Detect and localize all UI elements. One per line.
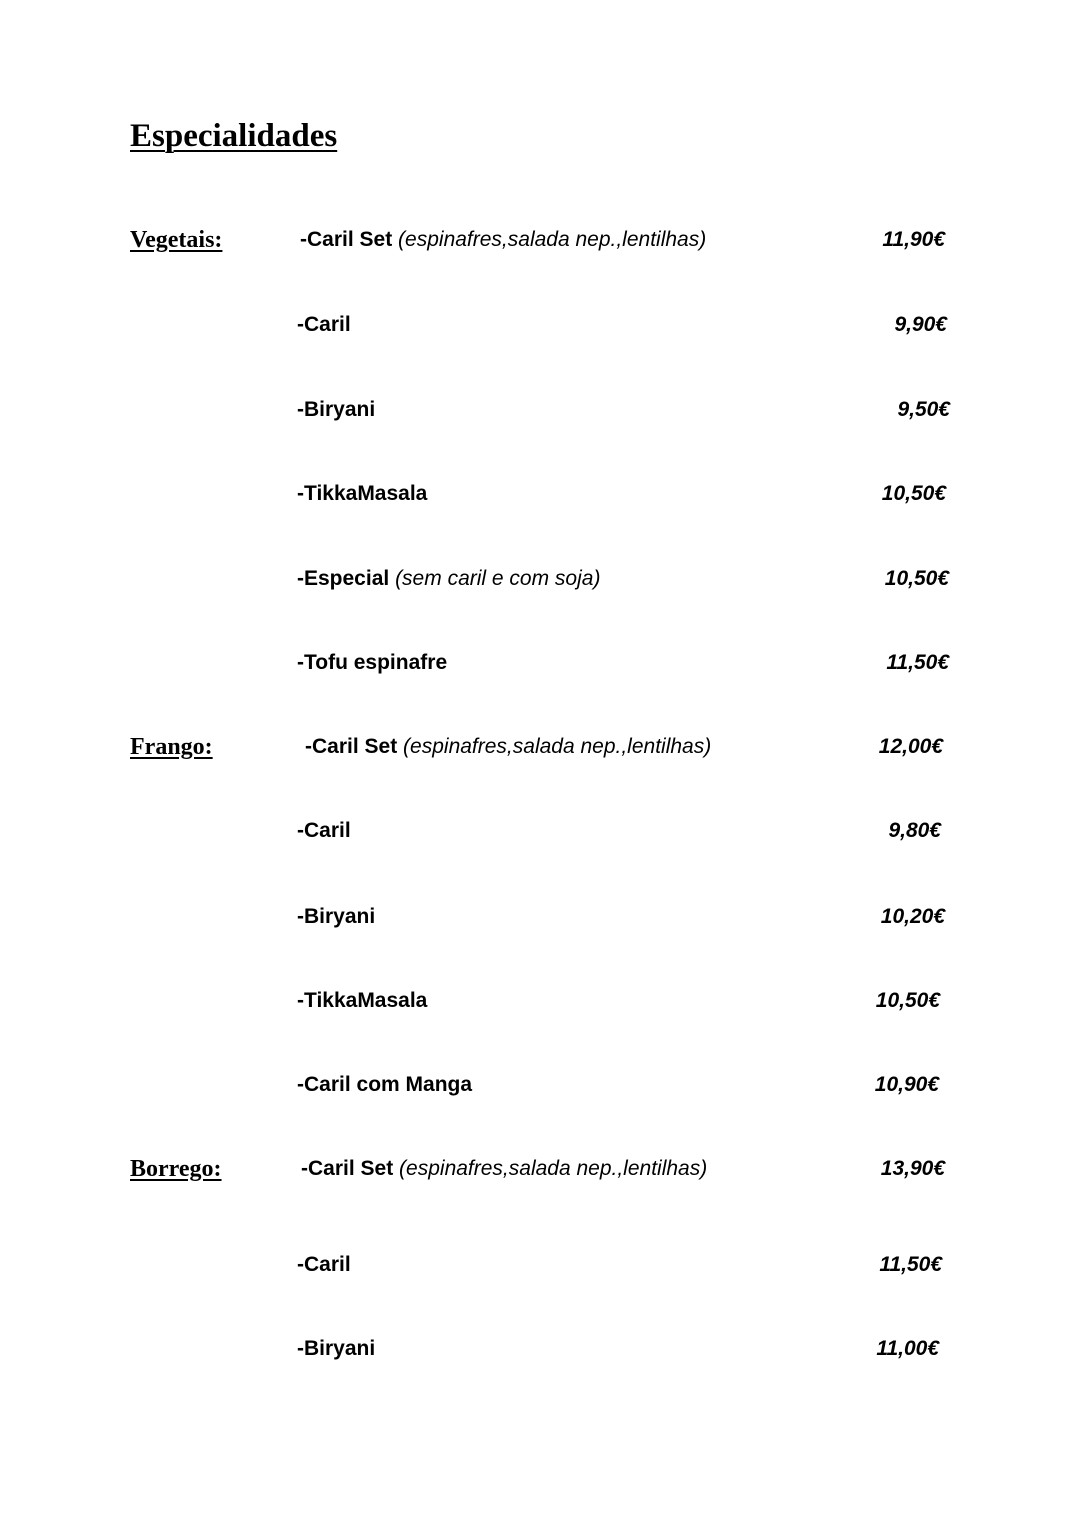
menu-row	[0, 1329, 1071, 1369]
category-heading-borrego: Borrego:	[130, 1156, 222, 1182]
dish	[300, 220, 706, 260]
dish	[297, 1245, 351, 1285]
dish-name: -Caril Set	[300, 228, 393, 251]
dish	[297, 643, 447, 683]
dish-name: -Caril	[297, 313, 351, 336]
category-heading-frango: Frango:	[130, 734, 213, 760]
dish	[305, 727, 711, 767]
dish-price: 9,50€	[897, 398, 950, 421]
menu-row	[0, 897, 1071, 937]
menu-row	[0, 305, 1071, 345]
dish-price: 11,50€	[886, 651, 949, 674]
menu-row	[0, 981, 1071, 1021]
dish-note: (espinafres,salada nep.,lentilhas)	[403, 735, 712, 758]
dish-note: (sem caril e com soja)	[395, 567, 601, 590]
dish-note: (espinafres,salada nep.,lentilhas)	[398, 228, 707, 251]
dish-price: 10,50€	[875, 989, 940, 1012]
dish-name: -Caril Set	[305, 735, 398, 758]
dish-name: -Tofu espinafre	[297, 651, 448, 674]
dish-name: -TikkaMasala	[297, 482, 428, 505]
menu-row	[0, 220, 1071, 260]
dish-name: -Biryani	[297, 398, 376, 421]
dish-price: 10,20€	[880, 905, 945, 928]
dish-price: 10,50€	[881, 482, 946, 505]
dish	[297, 1329, 375, 1369]
dish-price: 11,90€	[882, 228, 945, 251]
menu-row	[0, 1245, 1071, 1285]
dish-price: 10,50€	[884, 567, 949, 590]
dish-price: 9,80€	[888, 819, 941, 842]
dish-name: -Caril Set	[301, 1157, 394, 1180]
dish-price: 10,90€	[874, 1073, 939, 1096]
dish	[297, 811, 351, 851]
dish	[297, 305, 351, 345]
dish-price: 11,50€	[879, 1253, 942, 1276]
dish	[297, 981, 427, 1021]
dish-price: 12,00€	[878, 735, 943, 758]
dish	[297, 897, 375, 937]
dish-name: -Biryani	[297, 905, 376, 928]
dish	[297, 559, 600, 599]
menu-row	[0, 1149, 1071, 1189]
menu-row	[0, 559, 1071, 599]
dish	[297, 390, 375, 430]
dish-name: -Biryani	[297, 1337, 376, 1360]
dish-name: -Especial	[297, 567, 390, 590]
dish-price: 11,00€	[876, 1337, 939, 1360]
menu-row	[0, 643, 1071, 683]
dish-price: 9,90€	[894, 313, 947, 336]
menu-row	[0, 390, 1071, 430]
dish	[301, 1149, 707, 1189]
menu-row	[0, 811, 1071, 851]
dish-name: -TikkaMasala	[297, 989, 428, 1012]
menu-row	[0, 1065, 1071, 1105]
dish	[297, 474, 427, 514]
category-heading-vegetais: Vegetais:	[130, 227, 223, 253]
dish-price: 13,90€	[880, 1157, 945, 1180]
dish-note: (espinafres,salada nep.,lentilhas)	[399, 1157, 708, 1180]
dish	[297, 1065, 472, 1105]
page-title: Especialidades	[130, 118, 338, 154]
menu-row	[0, 474, 1071, 514]
dish-name: -Caril	[297, 1253, 351, 1276]
menu-row	[0, 727, 1071, 767]
dish-name: -Caril com Manga	[297, 1073, 473, 1096]
dish-name: -Caril	[297, 819, 351, 842]
